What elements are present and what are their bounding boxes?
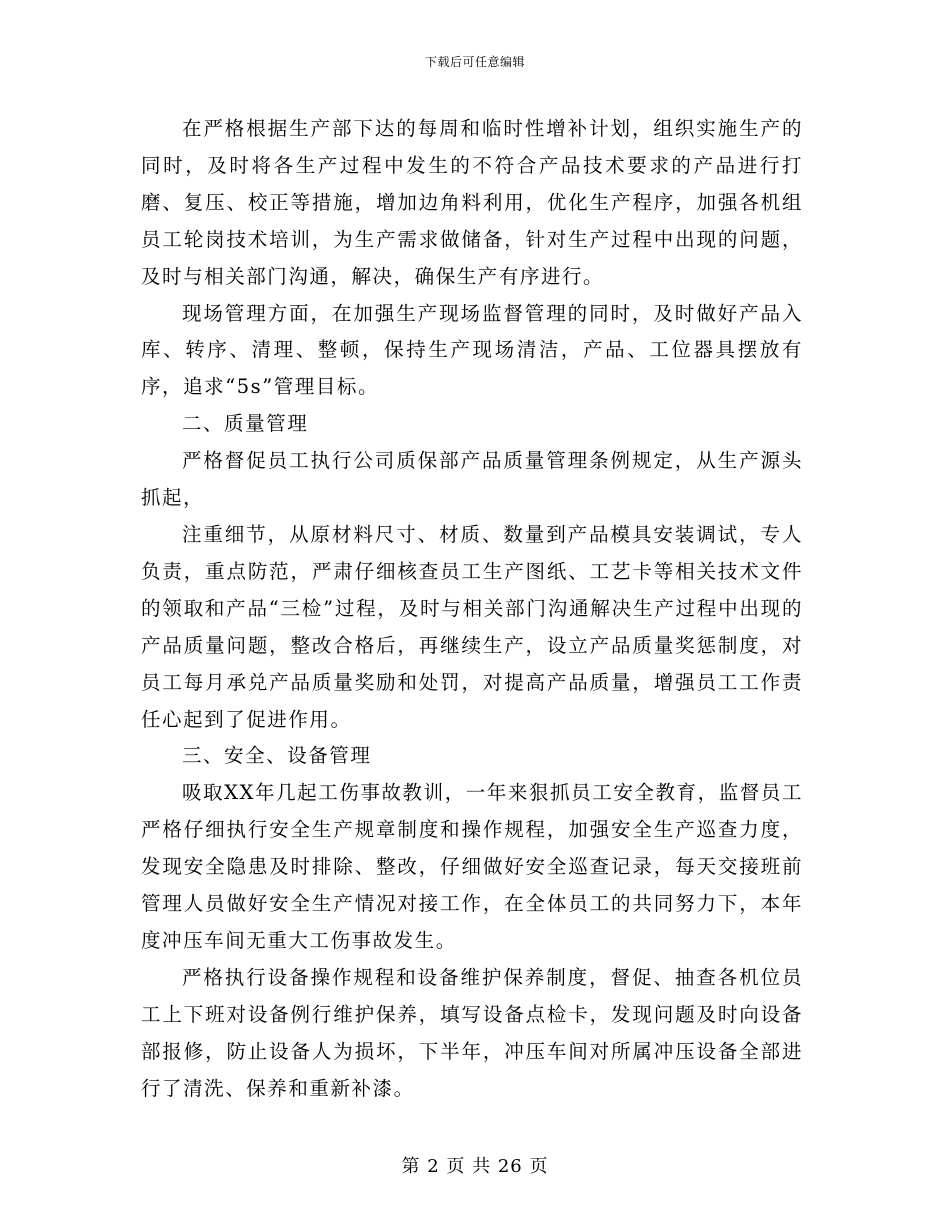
header-note: 下载后可任意编辑 xyxy=(424,55,525,69)
paragraph-production-plan: 在严格根据生产部下达的每周和临时性增补计划，组织实施生产的同时，及时将各生产过程中发生的不符合产品技术要求的产品进行打磨、复压、校正等措施，增加边角料利用，优化生产程序，加强各机组员工轮岗技术培训，为生产需求做储备，针对生产过程中出现的问题，及时与相关部门沟通，解决，确保生产有序进行。 xyxy=(141,117,803,288)
section-heading-quality: 二、质量管理 xyxy=(181,412,309,436)
paragraph-quality-rules: 严格督促员工执行公司质保部产品质量管理条例规定，从生产源头抓起， xyxy=(141,449,803,510)
document-body xyxy=(141,111,803,1107)
paragraph-safety: 吸取XX年几起工伤事故教训，一年来狠抓员工安全教育，监督员工严格仔细执行安全生产规章制度和操作规程，加强安全生产巡查力度，发现安全隐患及时排除、整改，仔细做好安全巡查记录，每天交接班前管理人员做好安全生产情况对接工作，在全体员工的共同努力下，本年度冲压车间无重大工伤事故发生。 xyxy=(141,781,803,952)
page-number: 第 2 页 共 26 页 xyxy=(401,1156,549,1177)
section-heading-safety-equipment: 三、安全、设备管理 xyxy=(181,744,372,768)
paragraph-quality-details: 注重细节，从原材料尺寸、材质、数量到产品模具安装调试，专人负责，重点防范，严肃仔细核查员工生产图纸、工艺卡等相关技术文件的领取和产品“三检”过程，及时与相关部门沟通解决生产过程中出现的产品质量问题，整改合格后，再继续生产，设立产品质量奖惩制度，对员工每月承兑产品质量奖励和处罚，对提高产品质量，增强员工工作责任心起到了促进作用。 xyxy=(141,522,803,731)
paragraph-site-management: 现场管理方面，在加强生产现场监督管理的同时，及时做好产品入库、转序、清理、整顿，保持生产现场清洁，产品、工位器具摆放有序，追求“5s”管理目标。 xyxy=(141,301,803,399)
paragraph-equipment-maintenance: 严格执行设备操作规程和设备维护保养制度，督促、抽查各机位员工上下班对设备例行维护保养，填写设备点检卡，发现问题及时向设备部报修，防止设备人为损坏，下半年，冲压车间对所属冲压设备全部进行了清洗、保养和重新补漆。 xyxy=(141,965,803,1100)
